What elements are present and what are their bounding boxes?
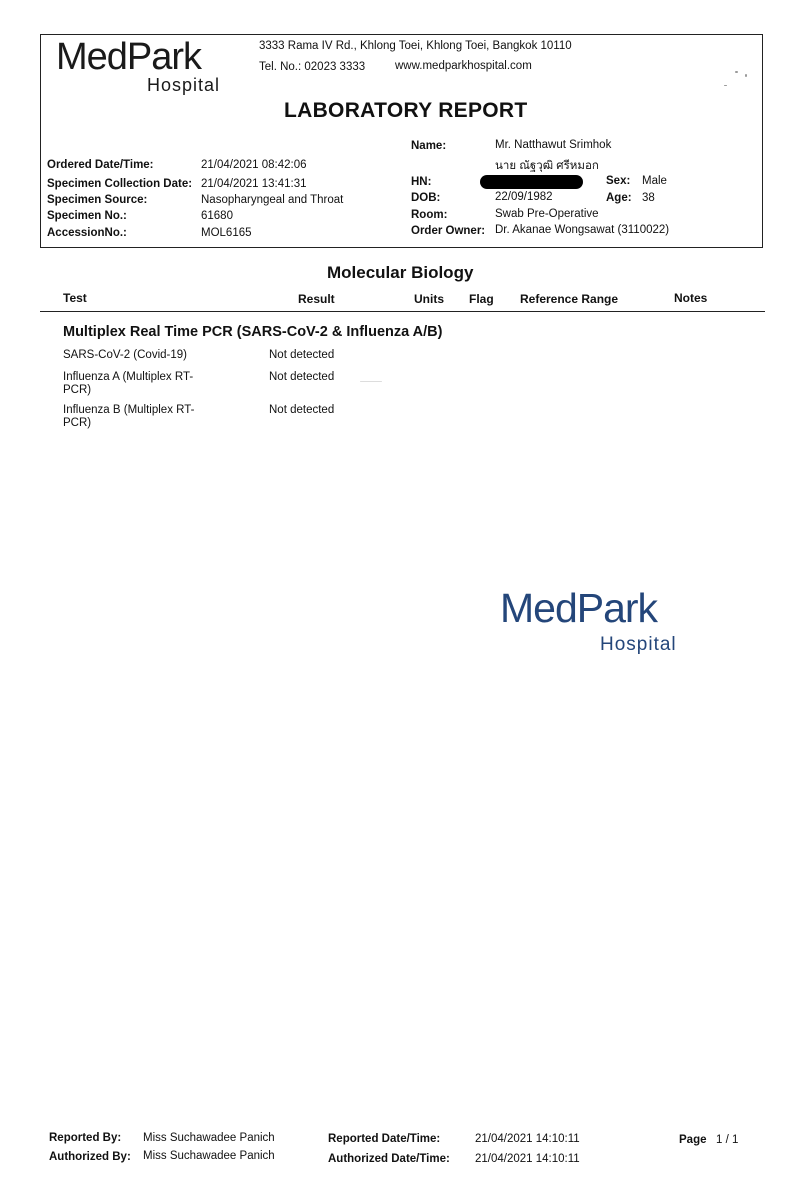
dob-value: 22/09/1982 xyxy=(495,191,553,203)
hospital-address: 3333 Rama IV Rd., Khlong Toei, Khlong Toei, Bangkok 10110 xyxy=(259,40,572,52)
collection-label: Specimen Collection Date: xyxy=(47,178,193,190)
collection-value: 21/04/2021 13:41:31 xyxy=(201,178,307,190)
scan-speck xyxy=(735,71,738,73)
hospital-website: www.medparkhospital.com xyxy=(395,60,532,72)
test-result-2: Not detected xyxy=(269,371,335,383)
test-name-3: Influenza B (Multiplex RT-PCR) xyxy=(63,404,195,429)
scan-speck xyxy=(360,381,382,382)
test-name-2: Influenza A (Multiplex RT-PCR) xyxy=(63,371,194,396)
room-label: Room: xyxy=(411,209,448,221)
hospital-tel: Tel. No.: 02023 3333 xyxy=(259,61,366,73)
col-reference: Reference Range xyxy=(520,292,619,306)
reported-by-label: Reported By: xyxy=(49,1132,122,1144)
authorized-datetime-label: Authorized Date/Time: xyxy=(328,1153,450,1165)
sex-label: Sex: xyxy=(606,175,631,187)
patient-name-th: นาย ณัฐวุฒิ ศรีหมอก xyxy=(495,160,599,172)
scan-speck xyxy=(745,74,747,77)
accession-label: AccessionNo.: xyxy=(47,227,127,239)
report-title: LABORATORY REPORT xyxy=(284,99,528,122)
specimen-no-value: 61680 xyxy=(201,210,233,222)
reported-datetime-value: 21/04/2021 14:10:11 xyxy=(475,1133,580,1145)
reported-by-value: Miss Suchawadee Panich xyxy=(143,1132,275,1144)
col-flag: Flag xyxy=(469,292,494,306)
age-label: Age: xyxy=(606,192,632,204)
specimen-no-label: Specimen No.: xyxy=(47,210,127,222)
ordered-label: Ordered Date/Time: xyxy=(47,159,154,171)
page-label: Page xyxy=(679,1134,707,1146)
source-label: Specimen Source: xyxy=(47,194,148,206)
col-test: Test xyxy=(63,291,87,305)
page-value: 1 / 1 xyxy=(716,1134,739,1146)
col-units: Units xyxy=(414,292,444,306)
source-value: Nasopharyngeal and Throat xyxy=(201,194,344,206)
dob-label: DOB: xyxy=(411,192,441,204)
order-owner-value: Dr. Akanae Wongsawat (3110022) xyxy=(495,224,670,236)
hospital-logo-main: MedPark xyxy=(56,36,202,78)
authorized-datetime-value: 21/04/2021 14:10:11 xyxy=(475,1153,580,1165)
scan-speck xyxy=(724,85,727,86)
sex-value: Male xyxy=(642,175,667,187)
hospital-logo-sub: Hospital xyxy=(147,75,221,95)
patient-name-en: Mr. Natthawut Srimhok xyxy=(495,139,612,151)
authorized-by-value: Miss Suchawadee Panich xyxy=(143,1150,275,1162)
order-owner-label: Order Owner: xyxy=(411,225,486,237)
section-title: Molecular Biology xyxy=(327,263,474,282)
ordered-value: 21/04/2021 08:42:06 xyxy=(201,159,307,171)
hospital-stamp-main: MedPark xyxy=(500,585,658,631)
room-value: Swab Pre-Operative xyxy=(495,208,599,220)
test-result-1: Not detected xyxy=(269,349,335,361)
test-group-title: Multiplex Real Time PCR (SARS-CoV-2 & Influenza A/B) xyxy=(63,324,443,340)
column-divider xyxy=(40,311,765,312)
accession-value: MOL6165 xyxy=(201,227,252,239)
authorized-by-label: Authorized By: xyxy=(49,1151,131,1163)
hn-redaction xyxy=(480,175,583,189)
col-notes: Notes xyxy=(674,291,708,305)
name-label: Name: xyxy=(411,140,447,152)
test-name-1: SARS-CoV-2 (Covid-19) xyxy=(63,349,187,361)
age-value: 38 xyxy=(642,192,655,204)
reported-datetime-label: Reported Date/Time: xyxy=(328,1133,441,1145)
hospital-stamp-sub: Hospital xyxy=(600,634,677,655)
hn-label: HN: xyxy=(411,176,432,188)
col-result: Result xyxy=(298,292,335,306)
test-result-3: Not detected xyxy=(269,404,335,416)
